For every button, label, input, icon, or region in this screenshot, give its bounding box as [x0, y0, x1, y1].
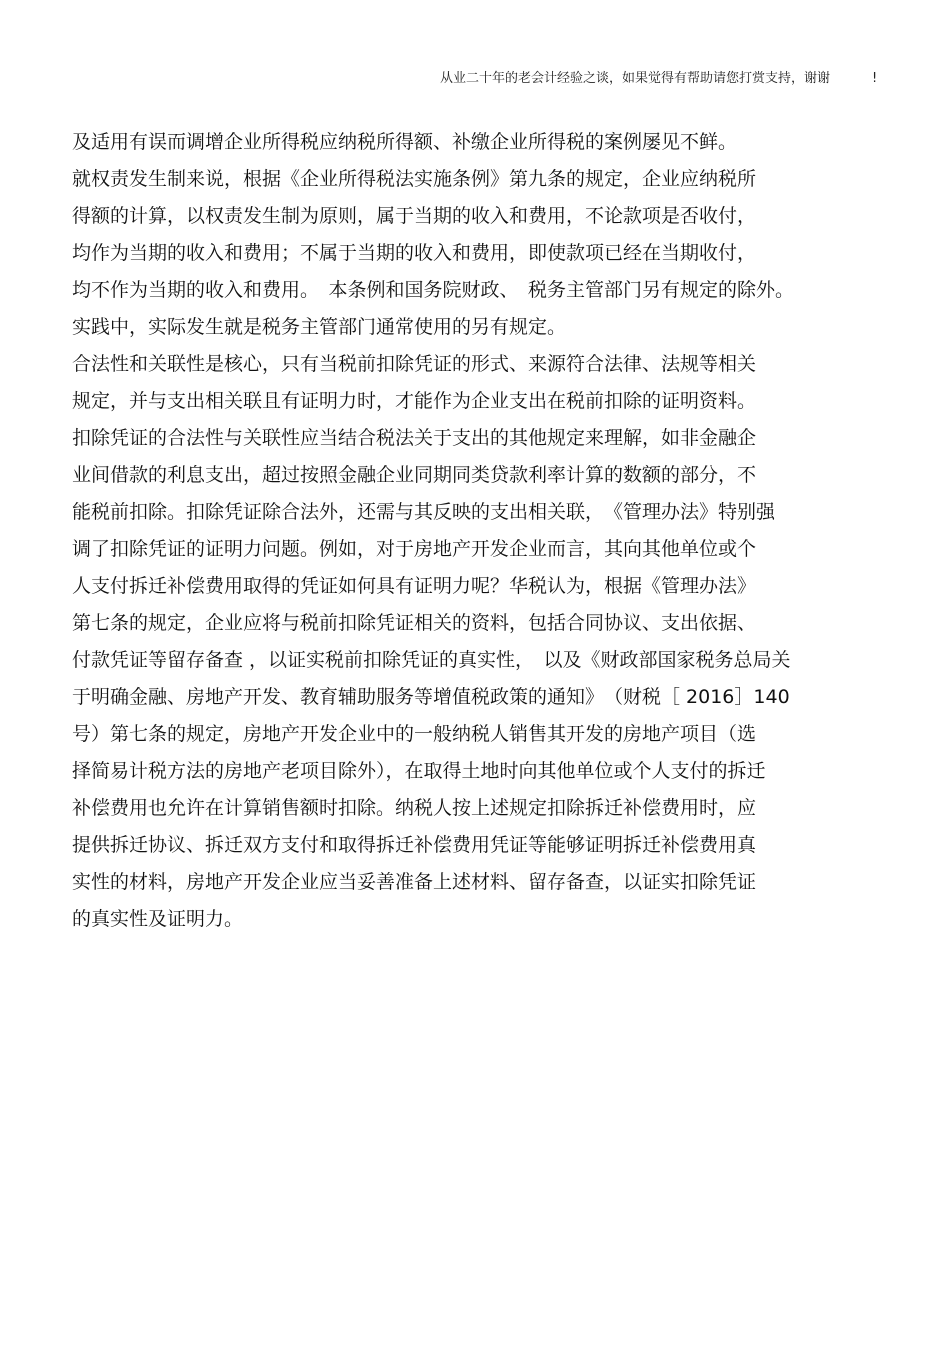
text-line: 实践中，实际发生就是税务主管部门通常使用的另有规定。: [72, 316, 567, 338]
text-line: 的真实性及证明力。: [72, 908, 244, 930]
text-line: 提供拆迁协议、拆迁双方支付和取得拆迁补偿费用凭证等能够证明拆迁补偿费用真: [72, 834, 757, 856]
text-line: 择简易计税方法的房地产老项目除外），在取得土地时向其他单位或个人支付的拆迁: [72, 760, 766, 782]
text-line: 能税前扣除。扣除凭证除合法外，还需与其反映的支出相关联， 《管理办法》特别强: [72, 501, 776, 523]
text-line: 均作为当期的收入和费用；不属于当期的收入和费用，即使款项已经在当期收付，: [72, 242, 757, 264]
text-line: 实性的材料，房地产开发企业应当妥善准备上述材料、留存备查，以证实扣除凭证: [72, 871, 757, 893]
document-body: [72, 124, 892, 938]
text-line: 人支付拆迁补偿费用取得的凭证如何具有证明力呢？华税认为，根据《管理办法》: [72, 575, 757, 597]
header-note-text: 从业二十年的老会计经验之谈，如果觉得有帮助请您打赏支持，谢谢: [440, 71, 831, 86]
text-line: 第七条的规定，企业应将与税前扣除凭证相关的资料，包括合同协议、支出依据、: [72, 612, 757, 634]
text-line: 合法性和关联性是核心，只有当税前扣除凭证的形式、来源符合法律、法规等相关: [72, 353, 757, 375]
text-line: 及适用有误而调增企业所得税应纳税所得额、补缴企业所得税的案例屡见不鲜。: [72, 131, 738, 153]
text-line: 补偿费用也允许在计算销售额时扣除。纳税人按上述规定扣除拆迁补偿费用时，应: [72, 797, 757, 819]
text-line: 付款凭证等留存备查 ，以证实税前扣除凭证的真实性， 以及《财政部国家税务总局关: [72, 649, 791, 671]
text-line: 号）第七条的规定，房地产开发企业中的一般纳税人销售其开发的房地产项目（选: [72, 723, 757, 745]
text-line: 调了扣除凭证的证明力问题。例如，对于房地产开发企业而言，其向其他单位或个: [72, 538, 757, 560]
header-note: [440, 70, 878, 88]
text-line: 扣除凭证的合法性与关联性应当结合税法关于支出的其他规定来理解，如非金融企: [72, 427, 757, 449]
header-note-exclamation: !: [872, 71, 878, 86]
text-line: 均不作为当期的收入和费用。 本条例和国务院财政、 税务主管部门另有规定的除外。: [72, 279, 795, 301]
text-line: 就权责发生制来说，根据《企业所得税法实施条例》第九条的规定，企业应纳税所: [72, 168, 757, 190]
text-line: 得额的计算，以权责发生制为原则，属于当期的收入和费用，不论款项是否收付，: [72, 205, 757, 227]
text-line: 于明确金融、房地产开发、教育辅助服务等增值税政策的通知》 （财税［ 2016］140: [72, 686, 790, 708]
text-line: 业间借款的利息支出，超过按照金融企业同期同类贷款利率计算的数额的部分，不: [72, 464, 757, 486]
text-line: 规定，并与支出相关联且有证明力时，才能作为企业支出在税前扣除的证明资料。: [72, 390, 757, 412]
